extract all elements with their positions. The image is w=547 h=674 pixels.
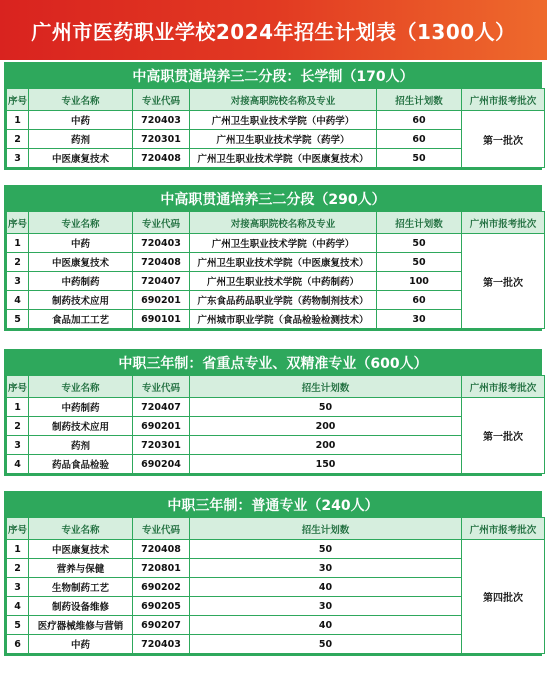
header-cell: 专业名称 [29,376,133,398]
row-index: 4 [7,597,29,616]
major-name: 中药 [29,234,133,253]
header-cell: 广州市报考批次 [462,376,545,398]
plan-count: 40 [190,578,462,597]
section-split-program [4,185,542,331]
plan-count: 100 [377,272,462,291]
major-code: 720408 [133,253,190,272]
table-header-row [7,212,545,234]
table-row [7,398,545,417]
plan-count: 30 [190,559,462,578]
major-name: 制药技术应用 [29,417,133,436]
major-name: 中药制药 [29,272,133,291]
partner-college: 广州卫生职业技术学院（中药制药） [190,272,377,291]
row-index: 5 [7,310,29,329]
major-name: 中药制药 [29,398,133,417]
major-code: 690201 [133,291,190,310]
major-code: 690207 [133,616,190,635]
table-header-row [7,518,545,540]
header-cell: 专业代码 [133,376,190,398]
major-code: 690205 [133,597,190,616]
table-header-row [7,376,545,398]
major-name: 药剂 [29,130,133,149]
row-index: 2 [7,253,29,272]
row-index: 4 [7,455,29,474]
partner-college: 广东食品药品职业学院（药物制剂技术） [190,291,377,310]
major-name: 制药设备维修 [29,597,133,616]
section-title: 中高职贯通培养三二分段（290人） [6,187,540,211]
batch-cell: 第一批次 [462,111,545,168]
table-row [7,111,545,130]
header-cell: 序号 [7,518,29,540]
header-cell: 专业名称 [29,89,133,111]
row-index: 5 [7,616,29,635]
row-index: 4 [7,291,29,310]
header-cell: 广州市报考批次 [462,89,545,111]
major-name: 医疗器械维修与营销 [29,616,133,635]
major-name: 营养与保健 [29,559,133,578]
plan-count: 150 [190,455,462,474]
row-index: 3 [7,578,29,597]
section-long-program [4,62,542,170]
major-name: 中医康复技术 [29,540,133,559]
row-index: 1 [7,234,29,253]
major-code: 720403 [133,111,190,130]
header-cell: 广州市报考批次 [462,212,545,234]
header-cell: 对接高职院校名称及专业 [190,212,377,234]
major-name: 制药技术应用 [29,291,133,310]
major-name: 中医康复技术 [29,149,133,168]
batch-cell: 第四批次 [462,540,545,654]
header-cell: 专业名称 [29,518,133,540]
plan-count: 60 [377,291,462,310]
header-cell: 广州市报考批次 [462,518,545,540]
header-cell: 序号 [7,376,29,398]
header-cell: 序号 [7,212,29,234]
plan-table [6,375,545,474]
major-code: 720301 [133,130,190,149]
partner-college: 广州卫生职业技术学院（中药学） [190,234,377,253]
plan-count: 200 [190,417,462,436]
plan-count: 50 [190,398,462,417]
plan-count: 50 [190,635,462,654]
header-cell: 招生计划数 [377,89,462,111]
plan-count: 50 [190,540,462,559]
major-name: 中医康复技术 [29,253,133,272]
page-title: 广州市医药职业学校2024年招生计划表（1300人） [0,0,547,60]
row-index: 1 [7,540,29,559]
plan-count: 50 [377,234,462,253]
major-name: 中药 [29,111,133,130]
major-name: 药剂 [29,436,133,455]
plan-count: 60 [377,111,462,130]
major-code: 720407 [133,272,190,291]
major-name: 生物制药工艺 [29,578,133,597]
partner-college: 广州卫生职业技术学院（药学） [190,130,377,149]
section-title: 中职三年制：普通专业（240人） [6,493,540,517]
major-code: 720801 [133,559,190,578]
section-title: 中职三年制：省重点专业、双精准专业（600人） [6,351,540,375]
header-cell: 招生计划数 [190,518,462,540]
row-index: 1 [7,398,29,417]
header-cell: 招生计划数 [377,212,462,234]
plan-count: 200 [190,436,462,455]
batch-cell: 第一批次 [462,234,545,329]
plan-count: 30 [190,597,462,616]
header-cell: 专业代码 [133,89,190,111]
row-index: 2 [7,559,29,578]
row-index: 3 [7,149,29,168]
major-name: 食品加工工艺 [29,310,133,329]
major-code: 720403 [133,635,190,654]
section-title: 中高职贯通培养三二分段：长学制（170人） [6,64,540,88]
header-cell: 对接高职院校名称及专业 [190,89,377,111]
row-index: 3 [7,436,29,455]
major-code: 690204 [133,455,190,474]
section-key-majors [4,349,542,476]
plan-count: 30 [377,310,462,329]
partner-college: 广州卫生职业技术学院（中医康复技术） [190,149,377,168]
major-code: 690101 [133,310,190,329]
table-header-row [7,89,545,111]
plan-count: 60 [377,130,462,149]
plan-count: 50 [377,253,462,272]
major-name: 中药 [29,635,133,654]
row-index: 3 [7,272,29,291]
major-code: 720407 [133,398,190,417]
plan-table [6,88,545,168]
partner-college: 广州城市职业学院（食品检验检测技术） [190,310,377,329]
major-code: 720403 [133,234,190,253]
partner-college: 广州卫生职业技术学院（中药学） [190,111,377,130]
plan-count: 40 [190,616,462,635]
plan-count: 50 [377,149,462,168]
table-row [7,234,545,253]
section-regular-majors [4,491,542,656]
batch-cell: 第一批次 [462,398,545,474]
major-code: 720301 [133,436,190,455]
header-cell: 专业代码 [133,518,190,540]
partner-college: 广州卫生职业技术学院（中医康复技术） [190,253,377,272]
header-cell: 专业名称 [29,212,133,234]
header-cell: 招生计划数 [190,376,462,398]
row-index: 6 [7,635,29,654]
header-cell: 专业代码 [133,212,190,234]
row-index: 2 [7,130,29,149]
row-index: 2 [7,417,29,436]
header-cell: 序号 [7,89,29,111]
table-row [7,540,545,559]
plan-table [6,517,545,654]
row-index: 1 [7,111,29,130]
major-code: 690202 [133,578,190,597]
major-code: 690201 [133,417,190,436]
plan-table [6,211,545,329]
major-code: 720408 [133,540,190,559]
major-code: 720408 [133,149,190,168]
major-name: 药品食品检验 [29,455,133,474]
